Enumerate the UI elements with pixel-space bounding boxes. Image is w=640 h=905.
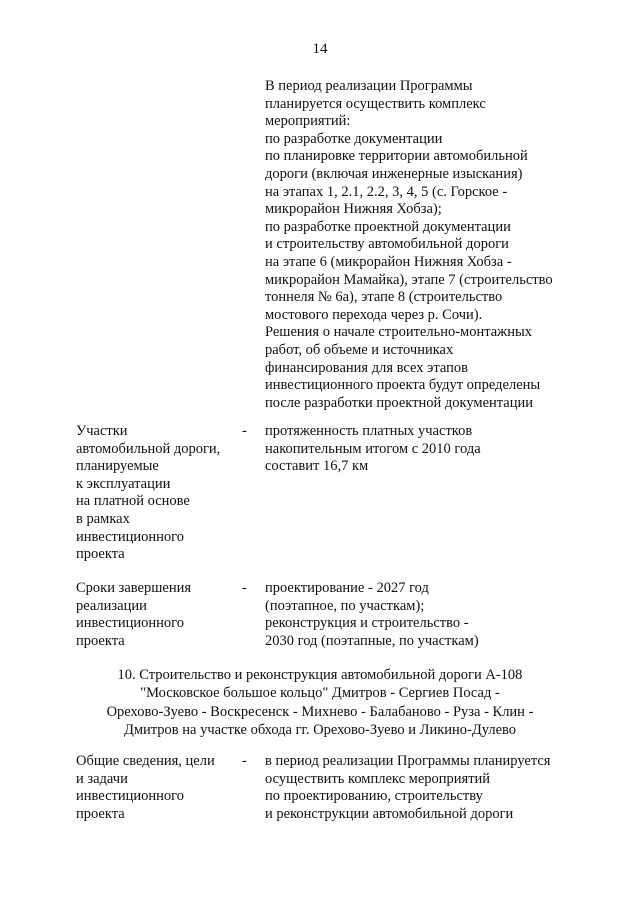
row-dash: -	[242, 753, 247, 769]
row-value: протяженность платных участков накопительным итогом с 2010 года составит 16,7 км	[265, 423, 481, 475]
section-heading: 10. Строительство и реконструкция автомобильной дороги А-108 "Московское большое кольцо" Дмитров - Сергиев Посад - Орехово-Зуево - Воскресенск - Михнево - Балабаново - Руза - Клин - Дмитров на участке обхода гг. Орехово-Зуево и Ликино-Дулево	[106, 667, 534, 739]
row-label: Сроки завершения реализации инвестиционного проекта	[76, 580, 192, 649]
row-dash: -	[242, 423, 247, 439]
intro-paragraph: В период реализации Программы планируется осуществить комплекс мероприятий: по разработке документации по планировке территории автомобильной дороги (включая инженерные изыскания) на этапах 1, 2.1, 2.2, 3, 4, 5 (с. Горское - микрорайон Нижняя Хобза); по разработке проектной документации и строительству автомобильной дороги на этапе 6 (микрорайон Нижняя Хобза - микрорайон Мамайка), этапе 7 (строительство тоннеля № 6а), этапе 8 (строительство мостового перехода через р. Сочи). Решения о начале строительно-монтажных работ, об объеме и источниках финансирования для всех этапов инвестиционного проекта будут определены после разработки проектной документации	[265, 78, 553, 411]
row-value: проектирование - 2027 год (поэтапное, по участкам); реконструкция и строительство - 2030 год (поэтапные, по участкам)	[265, 580, 479, 649]
row-dash: -	[242, 580, 247, 596]
row-value: в период реализации Программы планируется осуществить комплекс мероприятий по проектированию, строительству и реконструкции автомобильной дороги	[265, 753, 551, 822]
page-number: 14	[312, 41, 328, 57]
row-label: Общие сведения, цели и задачи инвестиционного проекта	[76, 753, 215, 822]
row-label: Участки автомобильной дороги, планируемые к эксплуатации на платной основе в рамках инвестиционного проекта	[76, 423, 221, 563]
